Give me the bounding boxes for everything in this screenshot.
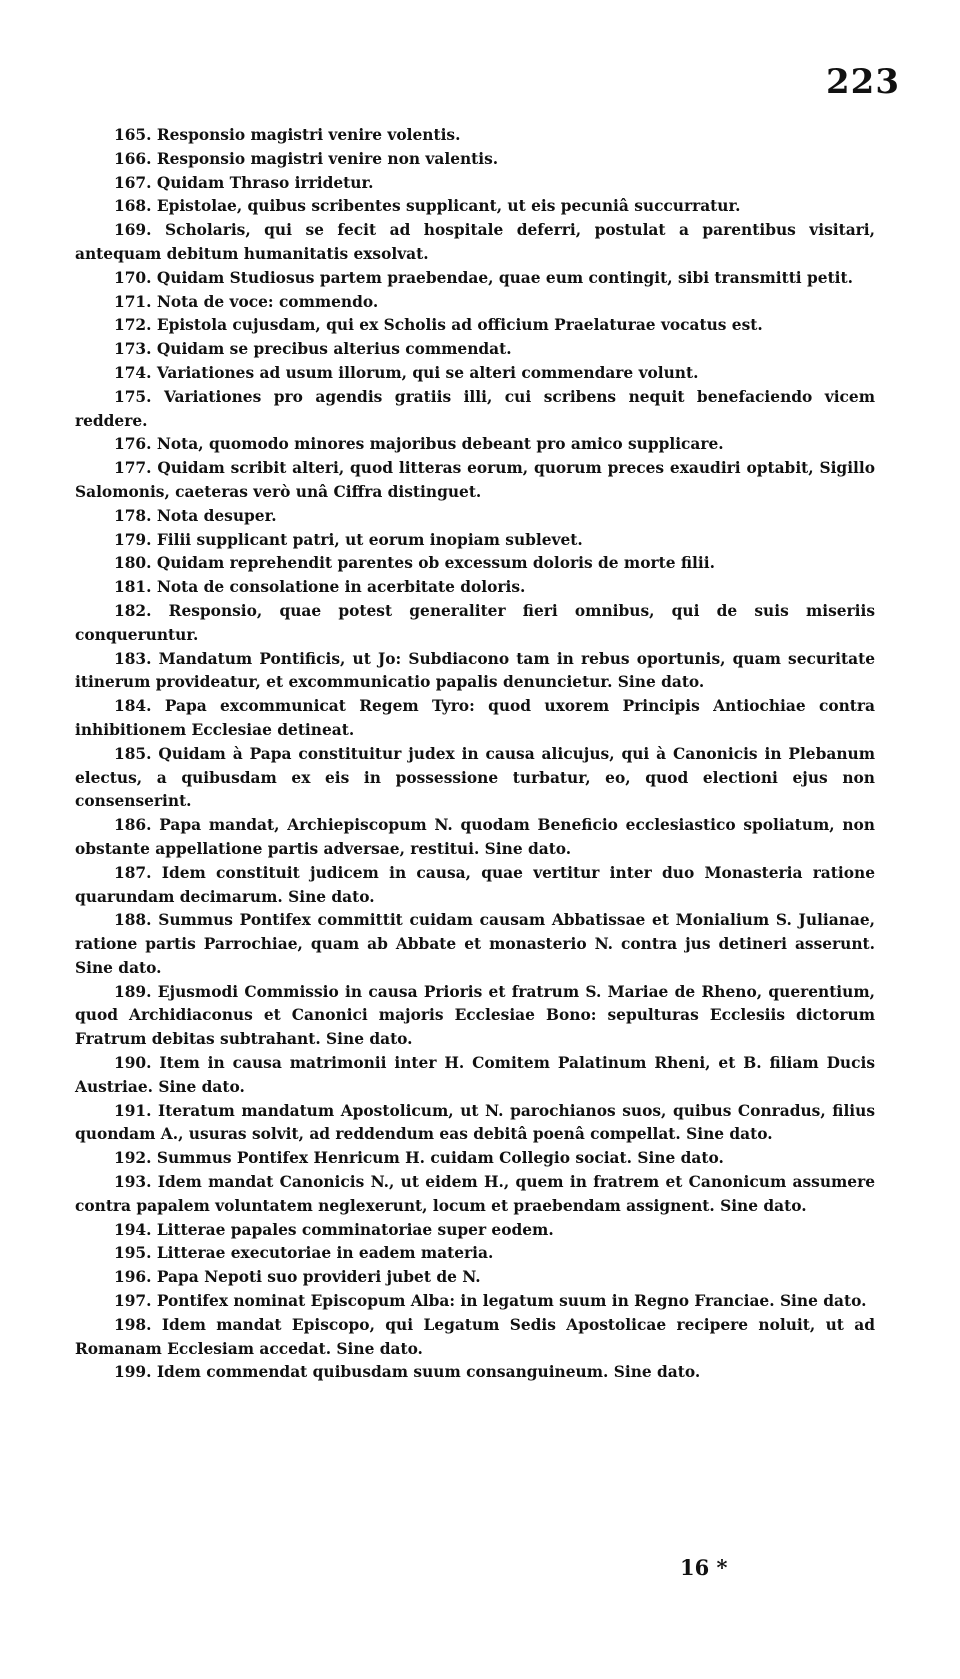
list-item: 187. Idem constituit judicem in causa, quae vertitur inter duo Monasteria ratione quarundam decimarum. Sine dato. — [75, 863, 875, 906]
list-item: 184. Papa excommunicat Regem Tyro: quod uxorem Principis Antiochiae contra inhibitionem Ecclesiae detineat. — [75, 697, 875, 739]
list-item: 199. Idem commendat quibusdam suum consanguineum. Sine dato. — [114, 1363, 701, 1382]
list-item: 195. Litterae executoriae in eadem materia. — [114, 1244, 494, 1263]
list-item: 177. Quidam scribit alteri, quod litteras eorum, quorum preces exaudiri optabit, Sigillo Salomonis, caeteras verò unâ Ciffra distinguet. — [75, 459, 875, 501]
entry-list — [75, 124, 875, 1385]
list-item: 190. Item in causa matrimonii inter H. Comitem Palatinum Rheni, et B. filiam Ducis Austriae. Sine dato. — [75, 1054, 875, 1096]
list-item: 198. Idem mandat Episcopo, qui Legatum Sedis Apostolicae recipere noluit, ut ad Romanam Ecclesiam accedat. Sine dato. — [75, 1315, 875, 1358]
list-item: 193. Idem mandat Canonicis N., ut eidem H., quem in fratrem et Canonicum assumere contra papalem voluntatem neglexerunt, locum et praebendam assignent. Sine dato. — [75, 1173, 875, 1215]
list-item: 165. Responsio magistri venire volentis. — [114, 126, 461, 144]
list-item: 172. Epistola cujusdam, qui ex Scholis ad officium Praelaturae vocatus est. — [114, 316, 763, 335]
list-item: 169. Scholaris, qui se fecit ad hospitale deferri, postulat a parentibus visitari, antequam debitum humanitatis exsolvat. — [75, 221, 875, 263]
list-item: 171. Nota de voce: commendo. — [114, 292, 379, 311]
list-item: 197. Pontifex nominat Episcopum Alba: in legatum suum in Regno Franciae. Sine dato. — [114, 1292, 867, 1311]
page-number: 223 — [826, 62, 900, 102]
list-item: 185. Quidam à Papa constituitur judex in causa alicujus, qui à Canonicis in Plebanum electus, a quibusdam ex eis in possessione turbatur, eo, quod electioni ejus non consenserint. — [75, 744, 875, 811]
list-item: 178. Nota desuper. — [114, 506, 277, 525]
list-item: 194. Litterae papales comminatoriae super eodem. — [114, 1220, 554, 1239]
list-item: 168. Epistolae, quibus scribentes supplicant, ut eis pecuniâ succurratur. — [114, 197, 741, 216]
list-item: 182. Responsio, quae potest generaliter fieri omnibus, qui de suis miseriis conqueruntur. — [75, 601, 875, 644]
list-item: 179. Filii supplicant patri, ut eorum inopiam sublevet. — [114, 530, 583, 549]
list-item: 174. Variationes ad usum illorum, qui se alteri commendare volunt. — [114, 363, 699, 382]
list-item: 183. Mandatum Pontificis, ut Jo: Subdiacono tam in rebus oportunis, quam securitate itinerum provideatur, et excommunicatio papalis denuncietur. Sine dato. — [75, 649, 875, 692]
list-item: 181. Nota de consolatione in acerbitate doloris. — [114, 578, 526, 597]
list-item: 173. Quidam se precibus alterius commendat. — [114, 340, 512, 359]
list-item: 180. Quidam reprehendit parentes ob excessum doloris de morte filii. — [114, 554, 715, 573]
list-item: 170. Quidam Studiosus partem praebendae, quae eum contingit, sibi transmitti petit. — [114, 268, 853, 287]
list-item: 186. Papa mandat, Archiepiscopum N. quodam Beneficio ecclesiastico spoliatum, non obstante appellatione partis adversae, restitui. Sine dato. — [75, 816, 875, 858]
list-item: 191. Iteratum mandatum Apostolicum, ut N. parochianos suos, quibus Conradus, filius quondam A., usuras solvit, ad reddendum eas debitâ poenâ compellat. Sine dato. — [75, 1101, 875, 1144]
list-item: 166. Responsio magistri venire non valentis. — [114, 149, 499, 168]
list-item: 196. Papa Nepoti suo provideri jubet de N. — [114, 1268, 481, 1287]
list-item: 176. Nota, quomodo minores majoribus debeant pro amico supplicare. — [114, 435, 724, 454]
signature-mark: 16 * — [680, 1555, 728, 1580]
list-item: 189. Ejusmodi Commissio in causa Prioris et fratrum S. Mariae de Rheno, querentium, quod Archidiaconus et Canonici majoris Ecclesiae Bono: sepulturas Ecclesiis dictorum Fratrum debitas subtrahant. Sine dato. — [75, 982, 875, 1049]
list-item: 192. Summus Pontifex Henricum H. cuidam Collegio sociat. Sine dato. — [114, 1149, 724, 1168]
list-item: 175. Variationes pro agendis gratiis illi, cui scribens nequit benefaciendo vicem reddere. — [75, 387, 875, 430]
list-item: 188. Summus Pontifex committit cuidam causam Abbatissae et Monialium S. Julianae, ratione partis Parrochiae, quam ab Abbate et monasterio N. contra jus detineri asserunt. Sine dato. — [75, 911, 875, 977]
list-item: 167. Quidam Thraso irridetur. — [114, 173, 374, 192]
